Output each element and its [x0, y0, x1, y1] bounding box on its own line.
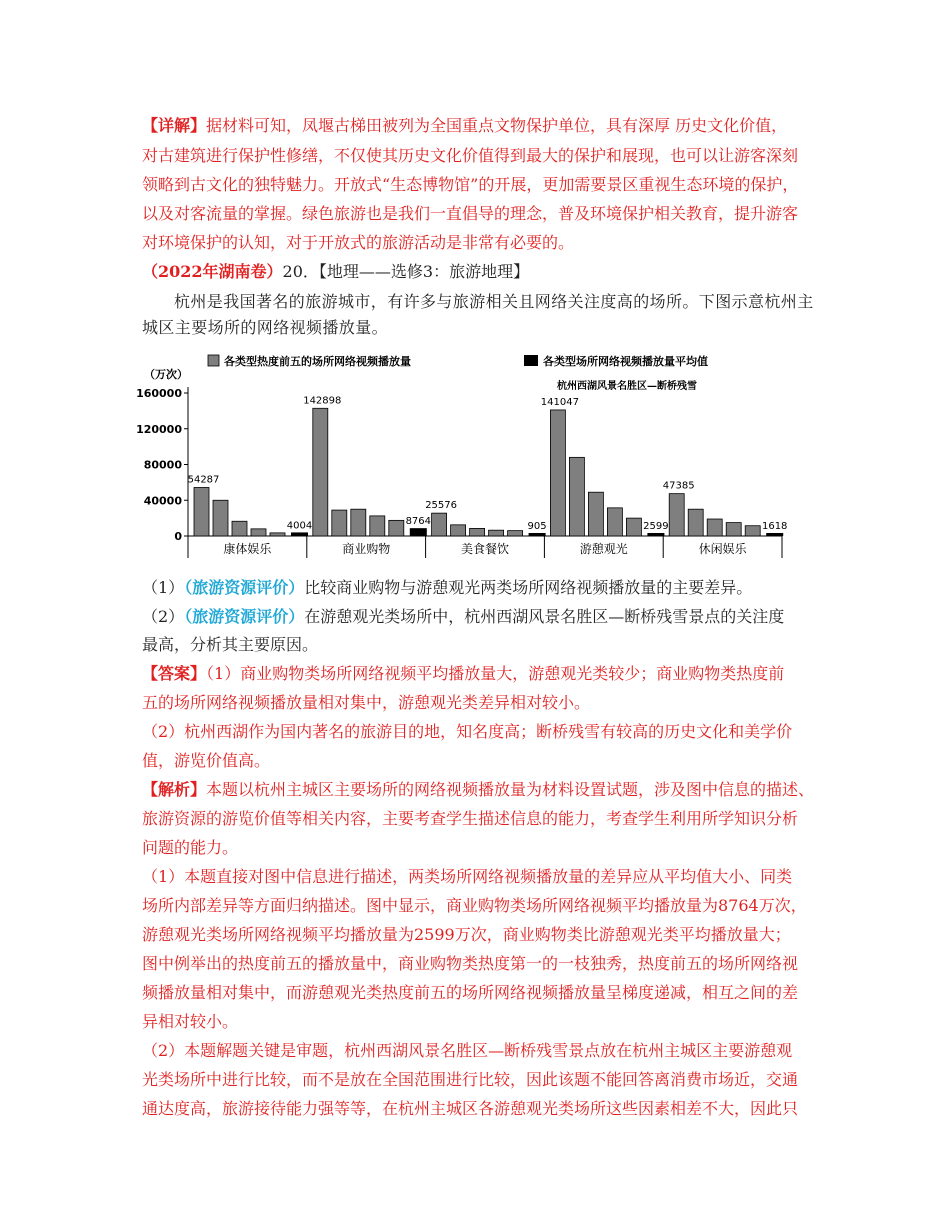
category-label-4: 休闲娱乐	[698, 542, 747, 556]
bar-0-0	[194, 487, 209, 536]
bar-4-3	[726, 523, 741, 536]
detail-label: 【详解】	[142, 116, 207, 135]
answer-label: 【答案】	[142, 664, 207, 683]
legend-swatch-avg	[524, 355, 538, 366]
answer-line-2: 五的场所网络视频播放量相对集中，游憩观光类差异相对较小。	[142, 693, 591, 712]
bar-top-label-0: 54287	[187, 474, 220, 486]
legend-label-top5: 各类型热度前五的场所网络视频播放量	[224, 355, 411, 368]
answer-line-4: 值，游览价值高。	[142, 751, 271, 770]
y-tick-label-0: 160000	[136, 387, 182, 400]
avg-bar-3	[647, 533, 664, 536]
avg-label-3: 2599	[643, 521, 669, 532]
analysis-line-3: 问题的能力。	[142, 838, 239, 857]
bar-0-3	[251, 529, 266, 536]
y-tick-label-2: 80000	[143, 458, 182, 472]
bar-2-4	[508, 531, 523, 536]
avg-bar-2	[529, 533, 546, 536]
bar-4-4	[745, 526, 760, 536]
analysis-line-11: 光类场所中进行比较，而不是放在全国范围进行比较，因此该题不能回答离消费市场近，交通	[142, 1070, 799, 1089]
bar-3-0	[550, 410, 565, 536]
bar-top-label-2: 25576	[425, 500, 458, 512]
bar-1-3	[370, 516, 385, 536]
category-label-0: 康体娱乐	[223, 542, 272, 556]
bar-1-0	[313, 408, 328, 536]
bar-2-0	[432, 513, 447, 536]
question-title	[142, 262, 529, 282]
analysis-line-8: 频播放量相对集中，而游憩观光类热度前五的场所网络视频播放量呈梯度递减，相互之间的差	[142, 983, 799, 1002]
analysis-line-1: 【解析】本题以杭州主城区主要场所的网络视频播放量为材料设置试题，涉及图中信息的描述、	[142, 780, 815, 799]
chart-annotation: 杭州西湖风景名胜区—断桥残雪	[557, 381, 697, 392]
detail-line-4: 以及对客流量的掌握。绿色旅游也是我们一直倡导的理念，普及环境保护相关教育，提升游客	[142, 204, 799, 223]
bar-3-2	[588, 492, 603, 536]
detail-line-1: 【详解】据材料可知，凤堰古梯田被列为全国重点文物保护单位，具有深厚 历史文化价值，	[142, 116, 788, 135]
category-label-2: 美食餐饮	[460, 542, 510, 556]
bar-chart	[136, 346, 792, 568]
sub-question-2: （2）（旅游资源评价）在游憩观光类场所中，杭州西湖风景名胜区—断桥残雪景点的关注度	[142, 607, 785, 626]
bar-4-2	[707, 519, 722, 536]
legend-swatch-top5	[208, 355, 219, 366]
avg-label-4: 1618	[761, 521, 788, 532]
question-number: 20．【地理——选修3：旅游地理】	[282, 262, 530, 281]
bar-top-label-4: 47385	[662, 480, 695, 492]
bar-0-1	[213, 500, 228, 536]
chart-container	[136, 346, 792, 568]
bar-4-1	[688, 509, 703, 536]
bar-0-4	[270, 533, 285, 536]
bar-top-label-3: 141047	[540, 396, 579, 408]
bar-1-2	[351, 509, 366, 536]
detail-line-3: 领略到古文化的独特魅力。开放式“生态博物馆”的开展，更加需要景区重视生态环境的保护，	[142, 175, 799, 194]
bar-3-1	[569, 457, 584, 536]
sub-question-1: （1）（旅游资源评价）比较商业购物与游憩观光两类场所网络视频播放量的主要差异。	[142, 578, 753, 597]
bar-top-label-1: 142898	[303, 395, 342, 407]
y-tick-label-4: 0	[174, 530, 182, 543]
answer-line-3: （2）杭州西湖作为国内著名的旅游目的地，知名度高；断桥残雪有较高的历史文化和美学价	[142, 722, 793, 741]
detail-line-5: 对环境保护的认知，对于开放式的旅游活动是非常有必要的。	[142, 233, 575, 252]
bar-2-1	[451, 525, 466, 536]
avg-bar-0	[291, 532, 308, 536]
category-label-3: 游憩观光	[579, 542, 628, 556]
sub2-tag: （旅游资源评价）	[184, 607, 305, 626]
avg-label-1: 8764	[405, 516, 432, 528]
avg-bar-1	[410, 528, 427, 536]
bar-3-4	[626, 518, 641, 536]
bar-3-3	[607, 508, 622, 536]
detail-line-2: 对古建筑进行保护性修缮，不仅使其历史文化价值得到最大的保护和展现，也可以让游客深刻	[142, 146, 799, 165]
analysis-label: 【解析】	[142, 780, 207, 799]
question-stem-2: 城区主要场所的网络视频播放量。	[142, 318, 389, 337]
bar-4-0	[669, 494, 684, 536]
avg-label-2: 905	[527, 521, 547, 532]
y-tick-label-1: 120000	[136, 422, 182, 436]
analysis-line-6: 游憩观光类场所网络视频平均播放量为2599万次，商业购物类比游憩观光类平均播放量大；	[142, 925, 791, 944]
analysis-line-5: 场所内部差异等方面归纳描述。图中显示，商业购物类场所网络视频平均播放量为8764万次，	[142, 896, 807, 915]
question-stem-1: 杭州是我国著名的旅游城市，有许多与旅游相关且网络关注度高的场所。下图示意杭州主	[174, 292, 814, 311]
analysis-line-10: （2）本题解题关键是审题，杭州西湖风景名胜区—断桥残雪景点放在杭州主城区主要游憩观	[142, 1041, 793, 1060]
analysis-line-12: 通达度高，旅游接待能力强等等，在杭州主城区各游憩观光类场所这些因素相差不大，因此只	[142, 1099, 799, 1118]
question-source: （2022年湖南卷）	[142, 262, 283, 281]
bar-2-3	[489, 530, 504, 536]
answer-line-1: 【答案】（1）商业购物类场所网络视频平均播放量大，游憩观光类较少；商业购物类热度前	[142, 664, 785, 683]
bar-0-2	[232, 521, 247, 536]
analysis-line-4: （1）本题直接对图中信息进行描述，两类场所网络视频播放量的差异应从平均值大小、同类	[142, 867, 793, 886]
avg-bar-4	[766, 533, 783, 536]
analysis-line-7: 图中例举出的热度前五的播放量中，商业购物类热度第一的一枝独秀，热度前五的场所网络视	[142, 954, 799, 973]
sub1-tag: （旅游资源评价）	[184, 578, 305, 597]
sub-question-2-cont: 最高，分析其主要原因。	[142, 635, 319, 654]
category-label-1: 商业购物	[342, 542, 391, 556]
bar-1-4	[389, 520, 404, 536]
bar-2-2	[470, 528, 485, 536]
avg-label-0: 4004	[286, 520, 313, 532]
y-tick-label-3: 40000	[143, 494, 182, 508]
legend-label-avg: 各类型场所网络视频播放量平均值	[543, 355, 708, 368]
analysis-line-2: 旅游资源的游览价值等相关内容，主要考查学生描述信息的能力，考查学生利用所学知识分析	[142, 809, 799, 828]
y-axis-unit: （万次）	[144, 368, 188, 381]
bar-1-1	[332, 510, 347, 536]
analysis-line-9: 异相对较小。	[142, 1012, 239, 1031]
